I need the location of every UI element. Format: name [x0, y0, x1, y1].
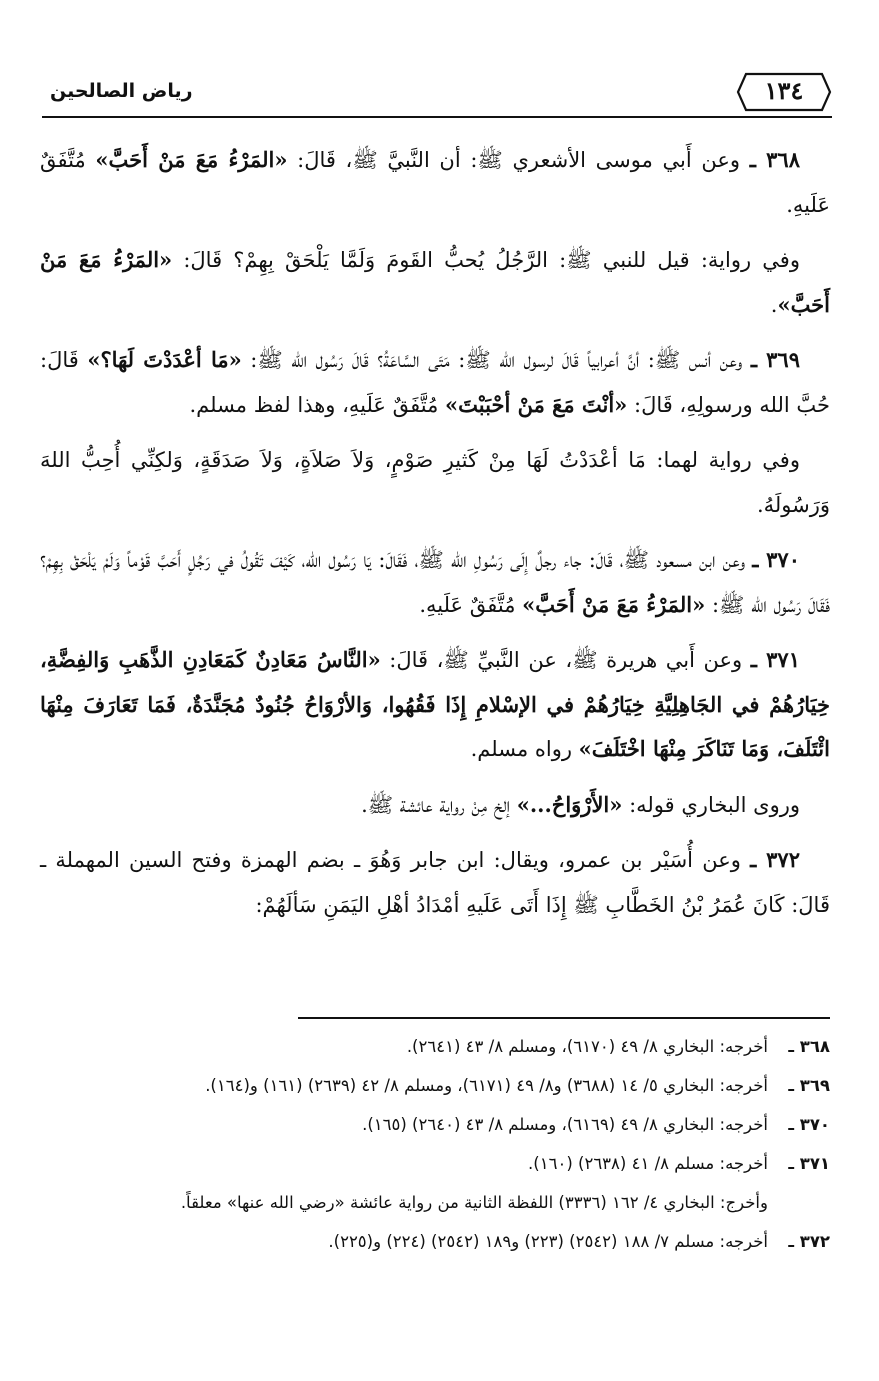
hadith-text: وعن أنس ﷺ: أنَّ أعرابياً قَالَ لرسول الله ﷺ: مَتَى السَّاعَةُ؟ قَالَ رَسُول الله ﷺ: [241, 348, 751, 372]
hadith-number: ٣٧١ ـ [750, 647, 800, 672]
hadith-quote: «المَرْءُ مَعَ مَنْ أَحَبَّ» [95, 147, 288, 172]
footnote-text: أخرجه: مسلم ٧/ ١٨٨ (٢٥٤٢) (٢٢٣) و١٨٩ (٢٥٤٢) (٢٢٤) و(٢٢٥). [328, 1232, 768, 1251]
page-header [42, 72, 832, 122]
footnote-371 [40, 1147, 830, 1180]
hadith-number: ٣٧٠ ـ [752, 547, 800, 572]
footnote-number: ٣٦٩ ـ [788, 1076, 830, 1095]
hadith-370 [40, 538, 830, 627]
hadith-text: وفي رواية: قيل للنبي ﷺ: الرَّجُلُ يُحبُّ القَومَ وَلَمَّا يَلْحَقْ بِهِمْ؟ قَالَ: [172, 248, 800, 272]
footnote-text: وأخرج: البخاري ٤/ ١٦٢ (٣٣٣٦) اللفظة الثانية من رواية عائشة «رضي الله عنها» معلقاً. [180, 1193, 768, 1212]
hadith-number: ٣٧٢ ـ [750, 847, 800, 872]
hadith-text: وعن أَبي موسى الأشعري ﷺ: أن النَّبيَّ ﷺ، قَالَ: [287, 148, 750, 172]
hadith-text: وروى البخاري قوله: [622, 792, 800, 817]
hadith-text: وفي رواية لهما: مَا أعْدَدْتُ لَهَا مِنْ كَثيرِ صَوْمٍ، وَلاَ صَلاَةٍ، وَلاَ صَدَقَةٍ، وَلكِنِّي أُحِبُّ اللهَ وَرَسُولَهُ. [40, 448, 830, 517]
hadith-source: مُتَّفَقٌ عَلَيهِ، وهذا لفظ مسلم. [189, 392, 446, 417]
footnote-372 [40, 1225, 830, 1258]
footnotes [40, 1030, 830, 1264]
hadith-369 [40, 338, 830, 427]
hadith-text: وعن أَبي هريرة ﷺ، عن النَّبيِّ ﷺ، قَالَ: [380, 648, 751, 672]
footnote-number: ٣٧٠ ـ [788, 1115, 830, 1134]
footnote-369 [40, 1069, 830, 1102]
footnote-370 [40, 1108, 830, 1141]
footnote-number: ٣٧١ ـ [788, 1154, 830, 1173]
footnote-text: أخرجه: البخاري ٨/ ٤٩ (٦١٧٠)، ومسلم ٨/ ٤٣ (٢٦٤١). [406, 1037, 768, 1056]
hadith-369-variant [40, 438, 830, 527]
hadith-quote: «المَرْءُ مَعَ مَنْ أَحَبَّ» [40, 247, 830, 317]
hadith-371-variant [40, 783, 830, 828]
hadith-quote: «الأَرْوَاحُ...» [516, 791, 623, 817]
main-text [40, 138, 830, 938]
hadith-source: إلخ مِنْ رواية عائشة ﷺ. [361, 792, 517, 817]
page-number-frame [736, 72, 832, 112]
footnote-separator [298, 1017, 830, 1019]
page-number: ١٣٤ [764, 76, 804, 105]
hadith-source: مُتَّفَقٌ عَلَيهِ. [40, 148, 830, 217]
footnote-371-extra [40, 1186, 830, 1219]
hadith-number: ٣٦٩ ـ [750, 347, 800, 372]
header-rule [42, 116, 832, 118]
hadith-text: قَالَ: حُبَّ الله ورسولِهِ، قَالَ: [40, 348, 830, 417]
footnote-text: أخرجه: البخاري ٨/ ٤٩ (٦١٦٩)، ومسلم ٨/ ٤٣ (٢٦٤٠) (١٦٥). [362, 1115, 768, 1134]
hadith-source: رواه مسلم. [470, 737, 579, 761]
hadith-quote: «أنْتَ مَعَ مَنْ أحْبَبْتَ» [445, 391, 628, 417]
footnote-text: أخرجه: مسلم ٨/ ٤١ (٢٦٣٨) (١٦٠). [528, 1154, 768, 1173]
hadith-368 [40, 138, 830, 227]
hadith-372 [40, 838, 830, 927]
hadith-368-variant [40, 238, 830, 327]
hadith-quote: «النَّاسُ مَعَادِنٌ كَمَعَادِنِ الذَّهَبِ وَالفِضَّةِ، خِيَارُهُمْ في الجَاهِلِيَّةِ خِيَارُهُمْ في الإسْلامِ إِذَا فَقُهُوا، وَالأرْوَاحُ جُنُودٌ مُجَنَّدَةٌ، فَمَا تَعَارَفَ مِنْهَا ائْتَلَفَ، وَمَا تَنَاكَرَ مِنْهَا اخْتَلَفَ» [40, 647, 830, 761]
hadith-source: . [770, 292, 778, 317]
footnote-text: أخرجه: البخاري ٥/ ١٤ (٣٦٨٨) و٨/ ٤٩ (٦١٧١)، ومسلم ٨/ ٤٢ (٢٦٣٩) (١٦١) و(١٦٤). [205, 1076, 768, 1095]
footnote-368 [40, 1030, 830, 1063]
hadith-quote: «المَرْءُ مَعَ مَنْ أَحَبَّ» [522, 591, 706, 617]
hadith-source: مُتَّفَقٌ عَلَيهِ. [419, 592, 523, 617]
hadith-quote: «مَا أعْدَدْتَ لَهَا؟» [87, 347, 242, 372]
footnote-number: ٣٦٨ ـ [788, 1037, 830, 1056]
hadith-371 [40, 638, 830, 772]
hadith-text: وعن ابن مسعود ﷺ، قَالَ: جاء رجلٌ إِلَى رَسُولِ الله ﷺ، فَقَالَ: يَا رَسُول الله، كَيْفَ تَقُولُ في رَجُلٍ أَحَبَّ قَوْماً وَلَمْ يَلْحَقْ بِهِمْ؟ فَقَالَ رَسُول الله ﷺ: [40, 548, 830, 617]
book-title: رياض الصالحين [50, 80, 193, 102]
footnote-number: ٣٧٢ ـ [788, 1232, 830, 1251]
hadith-number: ٣٦٨ ـ [749, 147, 800, 172]
hadith-text: وعن أُسَيْر بن عمرو، ويقال: ابن جابر وَهُوَ ـ بضم الهمزة وفتح السين المهملة ـ قَالَ: كَانَ عُمَرُ بْنُ الخَطَّابِ ﷺ إِذَا أَتَى عَلَيهِ أمْدَادُ أهْلِ اليَمَنِ سَألَهُمْ: [40, 848, 830, 917]
